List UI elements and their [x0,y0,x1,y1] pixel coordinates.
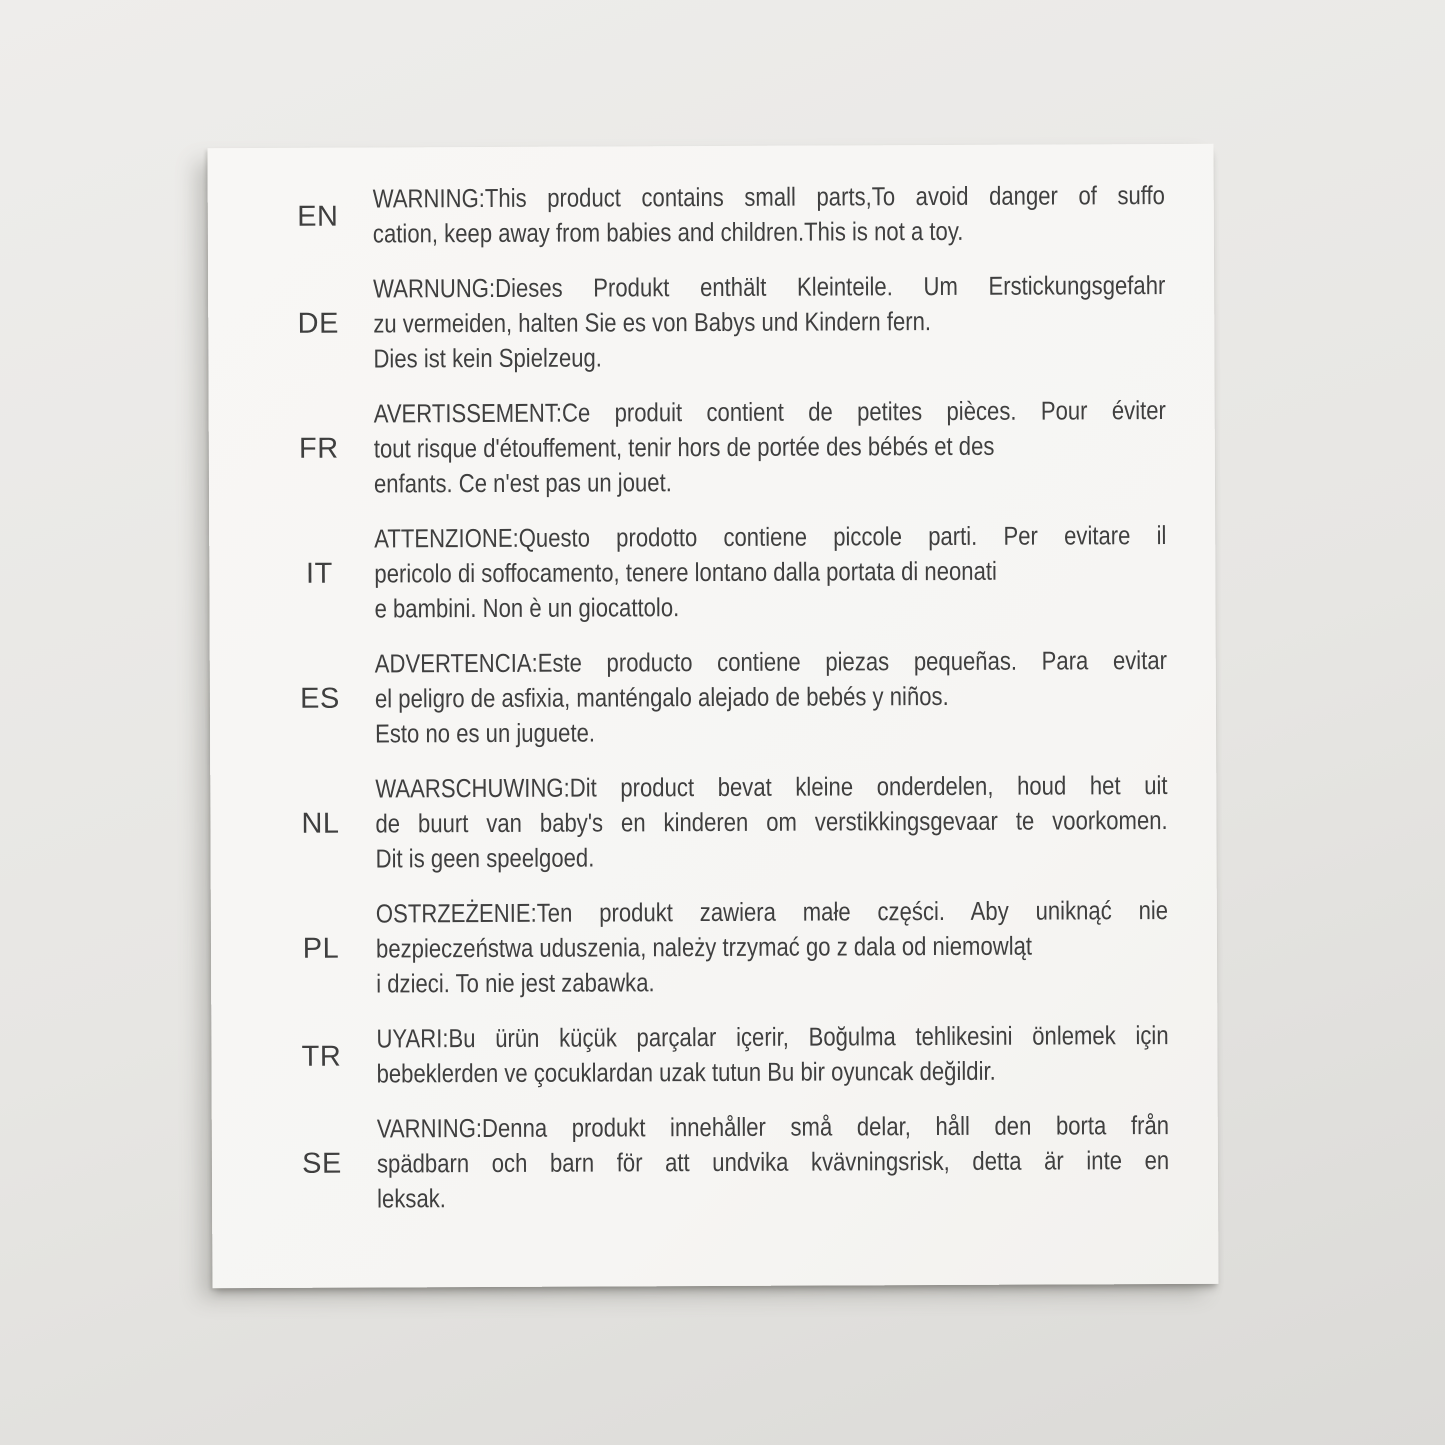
warning-line: de buurt van baby's en kinderen om verstikkingsgevaar te voorkomen. [375,805,1168,839]
warning-line: WAARSCHUWING:Dit product bevat kleine onderdelen, houd het uit [375,770,1168,804]
section-es [210,643,1216,752]
section-tr [211,1018,1217,1092]
warning-text [376,893,1169,1001]
language-code: FR [298,432,339,465]
warning-line: pericolo di soffocamento, tenere lontano dalla portata di neonati [374,555,997,589]
warning-line: Esto no es un juguete. [375,717,596,749]
section-it [209,518,1215,627]
warning-text [374,518,1167,626]
warning-line: OSTRZEŻENIE:Ten produkt zawiera małe części. Aby uniknąć nie [375,895,1169,929]
warning-line: bezpieczeństwa uduszenia, należy trzymać go z dala od niemowląt [375,930,1033,964]
warning-text [375,768,1168,876]
warning-text [374,393,1167,501]
section-nl [210,768,1216,877]
warning-line: ADVERTENCIA:Este producto contiene piezas pequeñas. Para evitar [374,645,1168,679]
warning-line: tout risque d'étouffement, tenir hors de portée des bébés et des [373,430,995,464]
warning-line: i dzieci. To nie jest zabawka. [376,967,655,999]
warning-line: Dies ist kein Spielzeug. [373,342,602,374]
warning-line: cation, keep away from babies and children.This is not a toy. [372,215,964,249]
warning-text [373,178,1165,251]
warning-line: ATTENZIONE:Questo prodotto contiene piccole parti. Per evitare il [374,520,1167,554]
warning-line: bebeklerden ve çocuklardan uzak tutun Bu bir oyuncak değildir. [376,1055,996,1089]
language-code: EN [297,200,339,233]
language-code: NL [301,807,340,840]
warning-line: Dit is geen speelgoed. [375,842,595,874]
section-se [212,1108,1218,1217]
section-de [208,268,1214,377]
warning-sections [208,144,1219,1217]
warning-line: VARNING:Denna produkt innehåller små delar, håll den borta från [376,1110,1170,1144]
language-code: TR [301,1040,342,1073]
warning-label-sheet [208,144,1219,1288]
language-code: ES [300,682,340,715]
warning-line: WARNING:This product contains small parts,To avoid danger of suffo [372,180,1165,214]
warning-line: el peligro de asfixia, manténgalo alejado de bebés y niños. [374,680,949,714]
warning-text [377,1108,1170,1216]
warning-text [373,268,1166,376]
section-pl [211,893,1217,1002]
language-code: IT [305,557,333,590]
warning-line: enfants. Ce n'est pas un jouet. [373,467,672,499]
warning-line: e bambini. Non è un giocattolo. [374,592,680,624]
warning-line: AVERTISSEMENT:Ce produit contient de petites pièces. Pour éviter [373,395,1166,429]
warning-line: spädbarn och barn för att undvika kvävningsrisk, detta är inte en [376,1145,1170,1179]
section-fr [209,393,1215,502]
language-code: PL [302,932,340,965]
language-code: SE [302,1147,342,1180]
language-code: DE [297,307,339,340]
section-en [208,178,1214,252]
warning-text [375,643,1168,751]
warning-line: WARNUNG:Dieses Produkt enthält Kleinteile. Um Erstickungsgefahr [373,270,1166,304]
warning-line: UYARI:Bu ürün küçük parçalar içerir, Boğulma tehlikesini önlemek için [376,1020,1169,1054]
warning-line: zu vermeiden, halten Sie es von Babys und Kindern fern. [373,306,932,339]
warning-line: leksak. [377,1183,446,1214]
warning-text [376,1018,1168,1091]
